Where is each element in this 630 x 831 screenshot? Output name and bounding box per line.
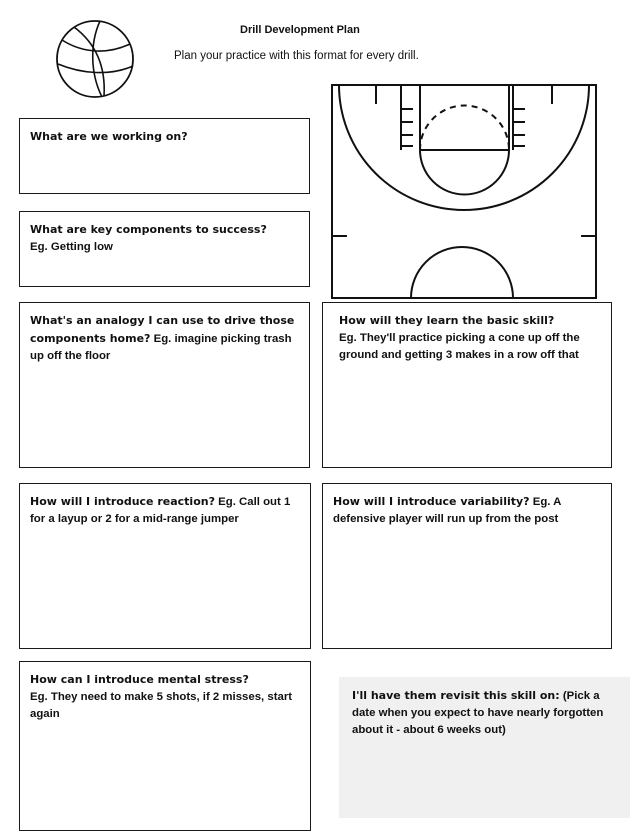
variability-example: Eg. A defensive player will run up from the post	[333, 496, 561, 525]
key-components-example: Eg. Getting low	[30, 241, 113, 253]
variability-question: How will I introduce variability?	[333, 495, 530, 508]
reaction-box[interactable]	[19, 483, 311, 649]
mental-stress-question: How can I introduce mental stress?	[30, 673, 249, 686]
basic-skill-box[interactable]	[322, 302, 612, 468]
page-subtitle: Plan your practice with this format for every drill.	[174, 50, 419, 62]
reaction-example: Eg. Call out 1 for a layup or 2 for a mid-range jumper	[30, 496, 291, 525]
basic-skill-example: Eg. They'll practice picking a cone up off the ground and getting 3 makes in a row off that	[339, 332, 580, 361]
reaction-question: How will I introduce reaction?	[30, 495, 215, 508]
analogy-example: Eg. imagine picking trash up off the floor	[30, 333, 292, 362]
half-court-diagram	[331, 84, 597, 299]
working-on-box[interactable]	[19, 118, 310, 194]
analogy-box[interactable]	[19, 302, 310, 468]
revisit-example: (Pick a date when you expect to have nearly forgotten about it - about 6 weeks out)	[352, 690, 604, 736]
variability-box[interactable]	[322, 483, 612, 649]
analogy-question: What's an analogy I can use to drive those components home?	[30, 314, 295, 345]
working-on-question: What are we working on?	[30, 130, 188, 143]
basic-skill-question: How will they learn the basic skill?	[339, 314, 555, 327]
mental-stress-example: Eg. They need to make 5 shots, if 2 misses, start again	[30, 691, 293, 720]
page-title: Drill Development Plan	[240, 24, 360, 36]
revisit-box[interactable]	[339, 677, 630, 818]
revisit-question: I'll have them revisit this skill on:	[352, 689, 560, 702]
mental-stress-box[interactable]	[19, 661, 311, 831]
key-components-box[interactable]	[19, 211, 310, 287]
key-components-question: What are key components to success?	[30, 223, 267, 236]
basketball-icon	[54, 18, 136, 100]
